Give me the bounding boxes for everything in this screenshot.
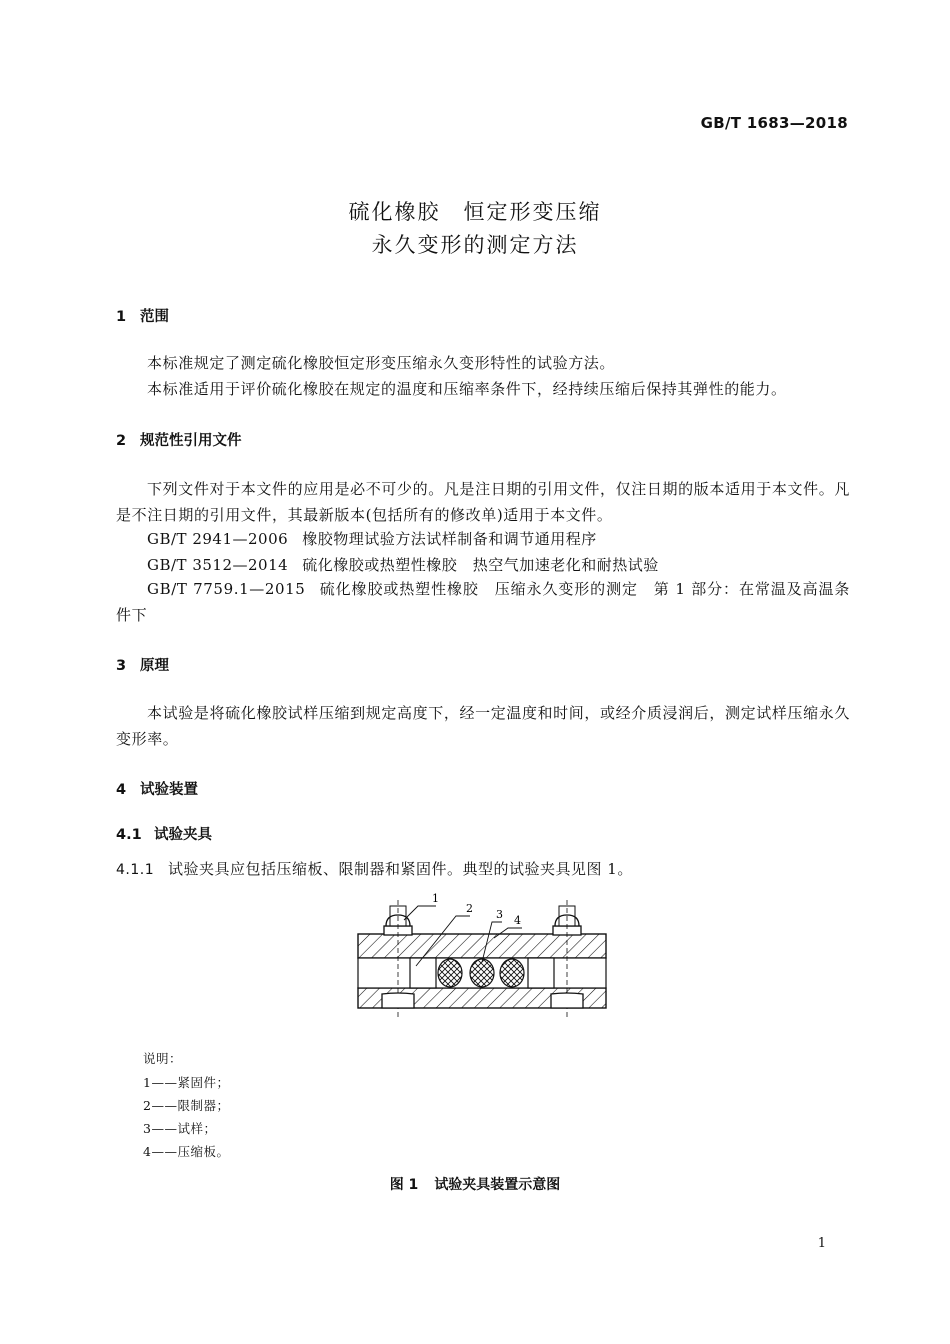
reference-item [147, 528, 597, 549]
figure-caption-text: 试验夹具装置示意图 [434, 1177, 561, 1193]
reference-item [116, 576, 850, 628]
section-1-paragraph-1: 本标准规定了测定硫化橡胶恒定形变压缩永久变形特性的试验方法。 [147, 354, 616, 372]
reference-title: 硫化橡胶或热塑性橡胶 压缩永久变形的测定 第 1 部分：在常温及高温条件下 [116, 580, 850, 624]
section-number: 3 [116, 658, 127, 674]
clause-4-1-1 [116, 858, 633, 879]
reference-code: GB/T 3512—2014 [147, 556, 289, 574]
section-title: 试验夹具 [154, 827, 212, 843]
reference-title: 硫化橡胶或热塑性橡胶 热空气加速老化和耐热试验 [302, 556, 659, 574]
section-2-paragraph-1: 下列文件对于本文件的应用是必不可少的。凡是注日期的引用文件，仅注日期的版本适用于本文件。凡是不注日期的引用文件，其最新版本(包括所有的修改单)适用于本文件。 [116, 480, 850, 524]
section-3-paragraph-1: 本试验是将硫化橡胶试样压缩到规定高度下，经一定温度和时间，或经介质浸润后，测定试样压缩永久变形率。 [116, 704, 850, 748]
section-number: 1 [116, 309, 127, 325]
section-title: 试验装置 [140, 782, 198, 798]
test-fixture-diagram [352, 888, 612, 1020]
clause-text: 试验夹具应包括压缩板、限制器和紧固件。典型的试验夹具见图 1。 [168, 860, 633, 878]
legend-item-4: 4——压缩板。 [143, 1144, 230, 1159]
clause-number: 4.1.1 [116, 862, 155, 878]
section-1-heading [116, 305, 169, 326]
reference-code: GB/T 2941—2006 [147, 530, 289, 548]
reference-code: GB/T 7759.1—2015 [147, 580, 306, 598]
figure-number: 图 1 [389, 1177, 419, 1193]
section-4-1-heading [116, 823, 212, 844]
reference-item [147, 554, 659, 575]
title-line-2: 永久变形的测定方法 [371, 233, 579, 257]
section-3-heading [116, 654, 169, 675]
section-2-heading [116, 429, 242, 450]
callout-1: 1 [432, 892, 439, 905]
limiter-right [528, 958, 554, 988]
standard-code: GB/T 1683—2018 [700, 114, 848, 132]
section-title: 原理 [140, 658, 169, 674]
figure-caption [0, 1174, 950, 1194]
specimen [500, 959, 524, 987]
section-number: 2 [116, 433, 127, 449]
page-number: 1 [817, 1236, 826, 1251]
section-1-paragraph-2: 本标准适用于评价硫化橡胶在规定的温度和压缩率条件下，经持续压缩后保持其弹性的能力。 [147, 380, 787, 398]
title-line-1: 硫化橡胶 恒定形变压缩 [348, 200, 602, 224]
section-title: 范围 [140, 309, 169, 325]
legend-item-2: 2——限制器； [143, 1098, 230, 1113]
legend-item-1: 1——紧固件； [143, 1075, 230, 1090]
specimen [438, 959, 462, 987]
section-title: 规范性引用文件 [140, 433, 242, 449]
reference-title: 橡胶物理试验方法试样制备和调节通用程序 [302, 530, 597, 548]
legend-title: 说明： [143, 1051, 183, 1066]
legend-item-3: 3——试样； [143, 1121, 217, 1136]
specimen [470, 959, 494, 987]
section-number: 4 [116, 782, 127, 798]
callout-2: 2 [466, 902, 473, 915]
section-4-heading [116, 778, 198, 799]
section-number: 4.1 [116, 827, 142, 843]
limiter-left [410, 958, 436, 988]
callout-3: 3 [496, 908, 503, 921]
top-compression-plate [358, 934, 606, 958]
callout-4: 4 [514, 914, 521, 927]
